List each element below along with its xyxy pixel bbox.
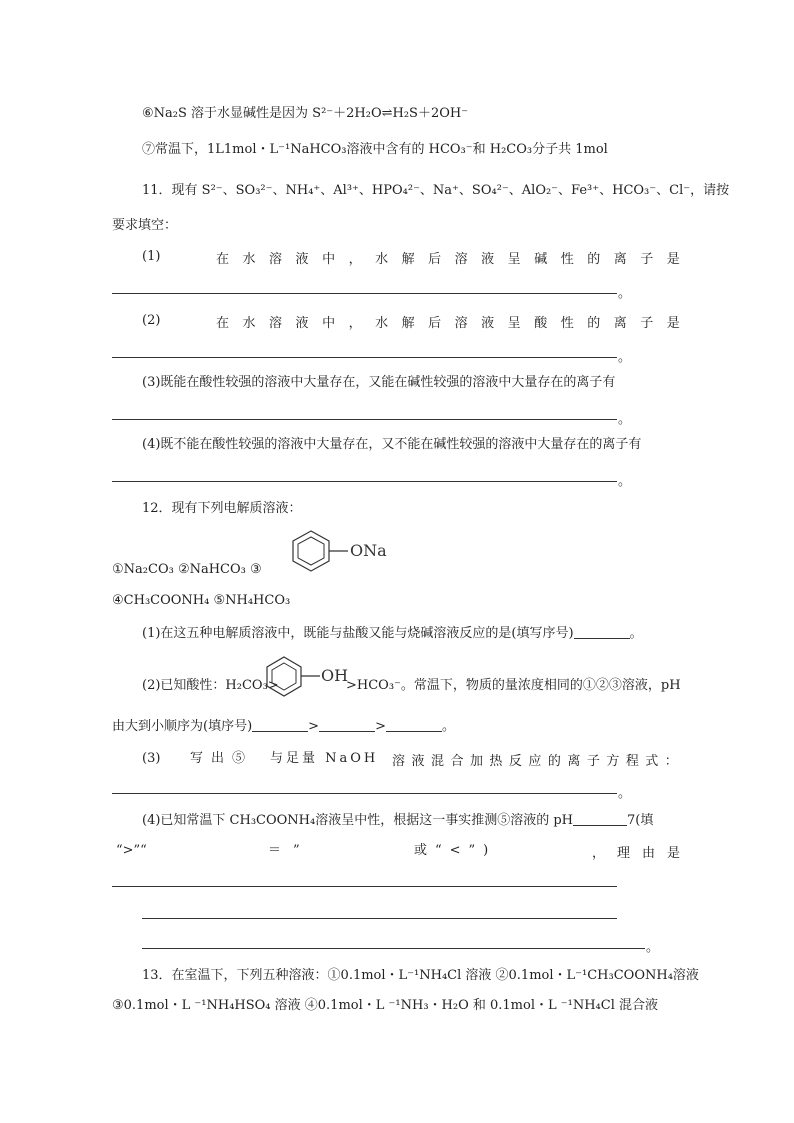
q12-p3-end: 。 <box>618 786 632 801</box>
char: 水 <box>375 252 389 267</box>
char: 热 <box>489 754 503 769</box>
char: 在 <box>216 316 230 331</box>
q12-p2-post: >HCO₃⁻。常温下，物质的量浓度相同的①②③溶液，pH <box>346 678 681 693</box>
char: 酸 <box>534 316 548 331</box>
char: 中 <box>322 252 336 267</box>
char: 是 <box>666 316 680 331</box>
q12-p4-label: (4)已知常温下 CH₃COONH₄溶液呈中性，根据这一事实推测⑤溶液的 pH <box>142 813 574 828</box>
q10-item7: ⑦常温下，1L1mol・L⁻¹NaHCO₃溶液中含有的 HCO₃⁻和 H₂CO₃分子共 1mol <box>142 142 608 157</box>
q12-p1-end: 。 <box>629 626 643 641</box>
char: 溶 <box>454 252 468 267</box>
char: 应 <box>528 754 542 769</box>
q12-p2-line2-label: 由大到小顺序为(填序号) <box>112 719 253 734</box>
char: 溶 <box>269 252 283 267</box>
q12-stem: 12．现有下列电解质溶液： <box>142 501 302 516</box>
char: 溶 <box>392 754 406 769</box>
char: 水 <box>242 316 256 331</box>
char: 碱 <box>534 252 548 267</box>
q12-p2-end: 。 <box>441 719 455 734</box>
q11-p3-end: 。 <box>618 412 632 427</box>
char: 离 <box>567 754 581 769</box>
char: 液 <box>411 754 425 769</box>
gt-2: > <box>375 719 386 734</box>
q12-p3-answer-blank[interactable] <box>112 793 617 794</box>
q10-item6: ⑥Na₂S 溶于水显碱性是因为 S²⁻＋2H₂O⇌H₂S＋2OH⁻ <box>142 106 469 121</box>
q11-p2-end: 。 <box>618 350 632 365</box>
q12-p4-opt-a: “>”“ <box>116 843 147 858</box>
q12-p3-a: 写出⑤ <box>190 751 254 766</box>
q12-p4-line1 <box>142 811 653 830</box>
char: 溶 <box>454 316 468 331</box>
q12-list-line1: ①Na₂CO₃ ②NaHCO₃ ③ <box>112 562 262 577</box>
char: 中 <box>322 316 336 331</box>
q11-p1-num: (1) <box>142 249 161 264</box>
char: 液 <box>295 252 309 267</box>
char: 液 <box>295 316 309 331</box>
q12-p3-num: (3) <box>142 751 161 766</box>
char: 的 <box>587 316 601 331</box>
q11-p4-end: 。 <box>618 474 632 489</box>
q11-p1-answer-blank[interactable] <box>112 293 617 294</box>
gt-1: > <box>308 719 320 734</box>
q11-p2-answer-blank[interactable] <box>112 357 617 358</box>
char: 液 <box>481 252 495 267</box>
char: 的 <box>547 754 561 769</box>
char: 液 <box>481 316 495 331</box>
char: 水 <box>375 316 389 331</box>
q11-stem-line1: 11．现有 S²⁻、SO₃²⁻、NH₄⁺、Al³⁺、HPO₄²⁻、Na⁺、SO₄²⁻、AlO₂⁻、Fe³⁺、HCO₃⁻、Cl⁻，请按 <box>142 183 730 198</box>
q11-p3-text: (3)既能在酸性较强的溶液中大量存在，又能在碱性较强的溶液中大量存在的离子有 <box>142 375 616 390</box>
char: ： <box>664 754 678 769</box>
q12-p4-reason-blank-3[interactable] <box>142 948 645 949</box>
q12-p3-c <box>392 750 678 769</box>
q13-line2: ③0.1mol・L ⁻¹NH₄HSO₄ 溶液 ④0.1mol・L ⁻¹NH₃・H₂O 和 0.1mol・L ⁻¹NH₄Cl 混合液 <box>112 998 658 1013</box>
char: 是 <box>666 846 680 861</box>
q12-p4-reason-blank-1[interactable] <box>112 886 617 887</box>
phenol-structure <box>264 655 356 699</box>
q12-p4-ph-blank[interactable] <box>573 811 627 826</box>
char: 解 <box>401 252 415 267</box>
q11-p1-end: 。 <box>618 286 632 301</box>
char: 是 <box>666 252 680 267</box>
ona-label: ONa <box>350 541 387 560</box>
q12-p2-blank-2[interactable] <box>319 717 375 732</box>
char: 子 <box>640 252 654 267</box>
q12-p2-line2 <box>112 717 455 736</box>
char: 溶 <box>269 316 283 331</box>
q11-p4-answer-blank[interactable] <box>112 481 617 482</box>
q12-p2-blank-1[interactable] <box>252 717 308 732</box>
q13-line1: 13．在室温下，下列五种溶液：①0.1mol・L⁻¹NH₄Cl 溶液 ②0.1mol・L⁻¹CH₃COONH₄溶液 <box>142 968 699 983</box>
q12-p4-opt-b: ＝” <box>268 843 312 858</box>
q12-p1-text <box>142 624 643 643</box>
char: 离 <box>613 252 627 267</box>
char: 性 <box>560 316 574 331</box>
q12-p4-reason-blank-2[interactable] <box>142 918 617 919</box>
q11-p2-text <box>216 312 680 331</box>
sodium-phenoxide-structure <box>290 528 400 576</box>
q12-p4-reason-label <box>592 842 680 861</box>
char: 式 <box>645 754 659 769</box>
char: 在 <box>216 252 230 267</box>
char: 后 <box>428 252 442 267</box>
q12-p1-label: (1)在这五种电解质溶液中，既能与盐酸又能与烧碱溶液反应的是(填写序号) <box>142 626 574 641</box>
char: ， <box>592 846 606 861</box>
q12-p4-opt-c: 或“<”) <box>414 843 497 858</box>
q12-p3-b: 与足量 NaOH <box>270 751 379 766</box>
q11-stem-line2: 要求填空： <box>112 218 178 233</box>
q12-list-line2: ④CH₃COONH₄ ⑤NH₄HCO₃ <box>112 593 291 608</box>
char: 子 <box>586 754 600 769</box>
char: 子 <box>640 316 654 331</box>
char: 合 <box>450 754 464 769</box>
char: 程 <box>625 754 639 769</box>
char: ， <box>348 316 362 331</box>
char: 由 <box>641 846 655 861</box>
char: 加 <box>469 754 483 769</box>
char: 性 <box>560 252 574 267</box>
char: 的 <box>587 252 601 267</box>
q12-p2-blank-3[interactable] <box>386 717 442 732</box>
char: 混 <box>430 754 444 769</box>
char: ， <box>348 252 362 267</box>
q11-p1-text <box>216 248 680 267</box>
char: 呈 <box>507 252 521 267</box>
q12-p4-end: 。 <box>646 940 660 955</box>
char: 方 <box>606 754 620 769</box>
char: 水 <box>242 252 256 267</box>
char: 解 <box>401 316 415 331</box>
q12-p2-pre: (2)已知酸性：H₂CO₃> <box>142 678 279 693</box>
char: 离 <box>613 316 627 331</box>
q12-p1-answer-blank[interactable] <box>574 624 630 639</box>
char: 理 <box>616 846 630 861</box>
q12-p4-seven: 7(填 <box>627 813 654 828</box>
oh-label: OH <box>321 666 349 685</box>
q11-p3-answer-blank[interactable] <box>112 419 617 420</box>
char: 呈 <box>507 316 521 331</box>
char: 反 <box>508 754 522 769</box>
q11-p4-text: (4)既不能在酸性较强的溶液中大量存在，又不能在碱性较强的溶液中大量存在的离子有 <box>142 437 642 452</box>
q11-p2-num: (2) <box>142 313 161 328</box>
char: 后 <box>428 316 442 331</box>
